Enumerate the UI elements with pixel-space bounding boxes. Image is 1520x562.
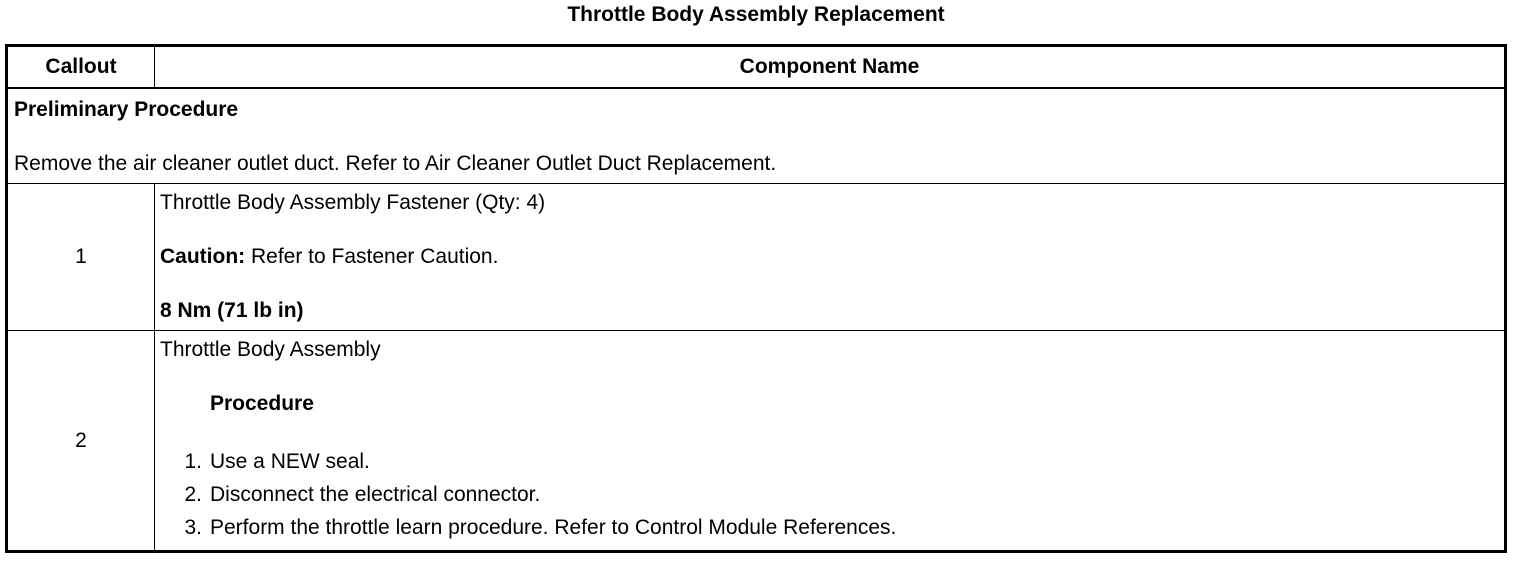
step-number: 2. bbox=[184, 483, 202, 506]
preliminary-text: Remove the air cleaner outlet duct. Refer to Air Cleaner Outlet Duct Replacement. bbox=[14, 152, 777, 175]
component-cell bbox=[155, 331, 1506, 552]
component-table bbox=[5, 44, 1507, 553]
step-number: 1. bbox=[184, 450, 202, 473]
component-cell bbox=[155, 184, 1506, 331]
step-text: Perform the throttle learn procedure. Refer to Control Module References. bbox=[210, 516, 897, 539]
callout-number: 2 bbox=[7, 331, 155, 552]
list-item bbox=[160, 478, 1498, 511]
component-name: Throttle Body Assembly bbox=[160, 338, 381, 361]
caution-label: Caution: bbox=[160, 245, 246, 268]
page-title: Throttle Body Assembly Replacement bbox=[567, 3, 945, 26]
list-item bbox=[160, 511, 1498, 544]
table-row bbox=[7, 331, 1506, 552]
callout-number: 1 bbox=[7, 184, 155, 331]
preliminary-heading: Preliminary Procedure bbox=[14, 98, 239, 121]
table-header-row bbox=[7, 46, 1506, 89]
preliminary-cell bbox=[7, 88, 1506, 184]
table-row bbox=[7, 184, 1506, 331]
list-item bbox=[160, 445, 1498, 478]
step-number: 3. bbox=[184, 516, 202, 539]
preliminary-row bbox=[7, 88, 1506, 184]
component-name: Throttle Body Assembly Fastener (Qty: 4) bbox=[160, 191, 546, 214]
column-header-component-name: Component Name bbox=[155, 46, 1506, 89]
step-text: Use a NEW seal. bbox=[210, 450, 370, 473]
procedure-steps bbox=[160, 445, 1498, 544]
torque-spec: 8 Nm (71 lb in) bbox=[160, 299, 304, 322]
step-text: Disconnect the electrical connector. bbox=[210, 483, 541, 506]
procedure-heading: Procedure bbox=[210, 392, 314, 415]
column-header-callout: Callout bbox=[7, 46, 155, 89]
caution-note bbox=[160, 244, 1498, 270]
caution-text: Refer to Fastener Caution. bbox=[245, 245, 499, 268]
